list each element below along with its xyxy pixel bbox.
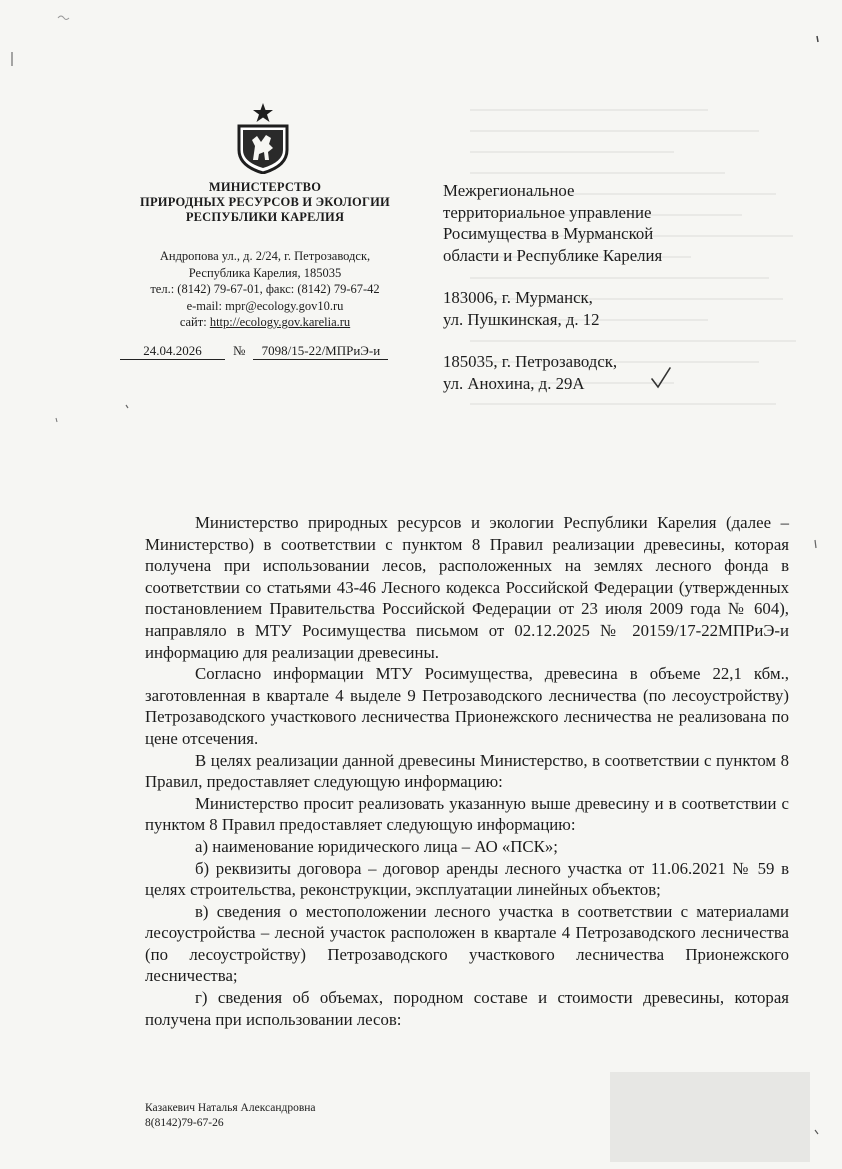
executor-name: Казакевич Наталья Александровна [145,1102,316,1114]
address-line: Республика Карелия, 185035 [188,265,342,280]
body-paragraph: Министерство природных ресурсов и экологии Республики Карелия (далее – Министерство) в соответствии с пунктом 8 Правил реализации древесины, которая получена при использовании лесов, расположенных на землях лесного фонда в соответствии со статьями 43-46 Лесного кодекса Российской Федерации (утвержденных постановлением Правительства Российской Федерации от 23 июля 2009 года № 604), направляло в МТУ Росимущества письмом от 02.12.2025 № 20159/17-22МПРиЭ-и информацию для реализации древесины. [145,513,789,662]
addressee-address-line: ул. Пушкинская, д. 12 [443,309,600,329]
address-line: Андропова ул., д. 2/24, г. Петрозаводск, [159,249,371,263]
addressee-address-line: ул. Анохина, д. 29А [443,373,585,393]
body-paragraph: в) сведения о местоположении лесного участка в соответствии с материалами лесоустройства – лесной участок расположен в квартале 4 Петрозаводского лесничества (по лесоустройству) Петрозаводского участкового лесничества Прионежского лесничества; [145,901,789,986]
ministry-name-line: РЕСПУБЛИКИ КАРЕЛИЯ [185,210,345,224]
addressee-address-line: 185035, г. Петрозаводск, [443,352,618,371]
karelia-emblem-icon [233,102,293,174]
body-paragraph: а) наименование юридического лица – АО «ПСК»; [195,836,558,856]
handwritten-checkmark-icon [650,366,672,390]
addressee-block [443,180,783,394]
site-prefix: сайт: [179,315,210,329]
registration-number: 7098/15-22/МПРиЭ-и [253,343,388,360]
ministry-name-line: ПРИРОДНЫХ РЕСУРСОВ И ЭКОЛОГИИ [140,195,390,209]
email-line: e-mail: mpr@ecology.gov10.ru [186,298,344,313]
body-paragraph: Согласно информации МТУ Росимущества, древесина в объеме 22,1 кбм., заготовленная в квартале 4 выделе 9 Петрозаводского лесничества (по лесоустройству) Петрозаводского участкового лесничества Прионежского лесничества не реализована по цене отсечения. [145,664,789,748]
body-paragraph: б) реквизиты договора – договор аренды лесного участка от 11.06.2021 № 59 в целях строительства, реконструкции, эксплуатации линейных объектов; [145,858,789,900]
body-paragraph: В целях реализации данной древесины Министерство, в соответствии с пунктом 8 Правил, предоставляет следующую информацию: [145,750,789,792]
addressee-line: территориальное управление [443,202,652,222]
addressee-line: Межрегиональное [443,181,575,200]
ministry-contacts [100,248,430,331]
addressee-line: области и Республике Карелия [443,245,663,265]
executor-info [145,1101,316,1131]
number-sign: № [233,343,246,358]
phone-line: тел.: (8142) 79-67-01, факс: (8142) 79-67-42 [150,282,380,296]
addressee-line: Росимущества в Мурманской [443,224,654,243]
site-link[interactable]: http://ecology.gov.karelia.ru [209,315,351,329]
body-paragraph: Министерство просит реализовать указанную выше древесину и в соответствии с пунктом 8 Правил предоставляет следующую информацию: [145,793,789,835]
ministry-name-line: МИНИСТЕРСТВО [208,180,322,194]
executor-phone: 8(8142)79-67-26 [145,1117,224,1129]
faded-stamp [610,1072,810,1162]
registration-line [120,343,430,360]
site-line [100,314,430,331]
registration-date: 24.04.2026 [120,343,225,360]
letter-body [145,512,789,1030]
body-paragraph: г) сведения об объемах, породном составе и стоимости древесины, которая получена при использовании лесов: [145,988,789,1029]
ministry-name [110,180,420,225]
addressee-address-line: 183006, г. Мурманск, [443,288,593,307]
